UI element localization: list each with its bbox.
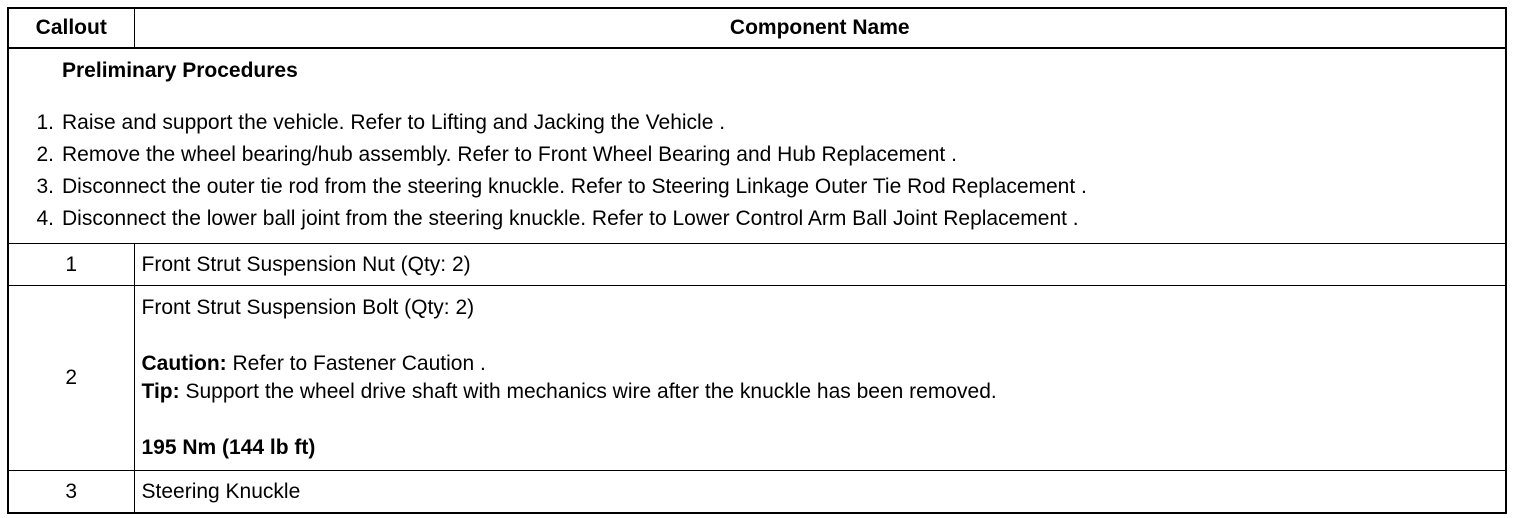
procedure-step — [9, 203, 1505, 235]
caution-text: Refer to Fastener Caution . — [232, 352, 486, 375]
callout-number: 1 — [8, 244, 134, 286]
tip-note — [142, 378, 1506, 406]
spacer — [142, 406, 1506, 434]
step-number: 1. — [36, 111, 54, 134]
component-name: Front Strut Suspension Bolt (Qty: 2) — [141, 296, 475, 319]
callout-number: 3 — [8, 471, 134, 514]
procedure-step — [9, 107, 1505, 139]
table-row — [8, 244, 1506, 286]
table-header-row — [8, 8, 1506, 48]
step-text: Remove the wheel bearing/hub assembly. Refer to Front Wheel Bearing and Hub Replacement . — [62, 143, 957, 166]
step-number: 2. — [36, 143, 54, 166]
procedure-step — [9, 171, 1505, 203]
preliminary-procedures-row — [8, 48, 1506, 244]
step-text: Disconnect the lower ball joint from the steering knuckle. Refer to Lower Control Arm Ball Joint Replacement . — [62, 207, 1079, 230]
component-table — [7, 7, 1507, 514]
step-text: Raise and support the vehicle. Refer to Lifting and Jacking the Vehicle . — [62, 111, 726, 134]
component-detail-cell — [134, 286, 1506, 471]
tip-text: Support the wheel drive shaft with mechanics wire after the knuckle has been removed. — [185, 380, 997, 403]
table-row — [8, 286, 1506, 471]
preliminary-procedures-title: Preliminary Procedures — [62, 59, 298, 82]
component-name: Steering Knuckle — [134, 471, 1506, 514]
callout-number: 2 — [8, 286, 134, 471]
procedure-sheet — [7, 7, 1505, 514]
torque-spec: 195 Nm (144 lb ft) — [141, 436, 316, 459]
procedure-step — [9, 139, 1505, 171]
component-name-column-header: Component Name — [134, 8, 1506, 48]
step-number: 3. — [36, 175, 54, 198]
spacer — [142, 322, 1506, 350]
step-text: Disconnect the outer tie rod from the steering knuckle. Refer to Steering Linkage Outer Tie Rod Replacement . — [62, 175, 1087, 198]
tip-label: Tip: — [141, 380, 180, 403]
caution-label: Caution: — [141, 352, 227, 375]
callout-column-header: Callout — [8, 8, 134, 48]
component-name: Front Strut Suspension Nut (Qty: 2) — [134, 244, 1506, 286]
table-row — [8, 471, 1506, 514]
caution-note — [142, 350, 1506, 378]
step-number: 4. — [36, 207, 54, 230]
preliminary-procedures-cell — [8, 48, 1506, 244]
